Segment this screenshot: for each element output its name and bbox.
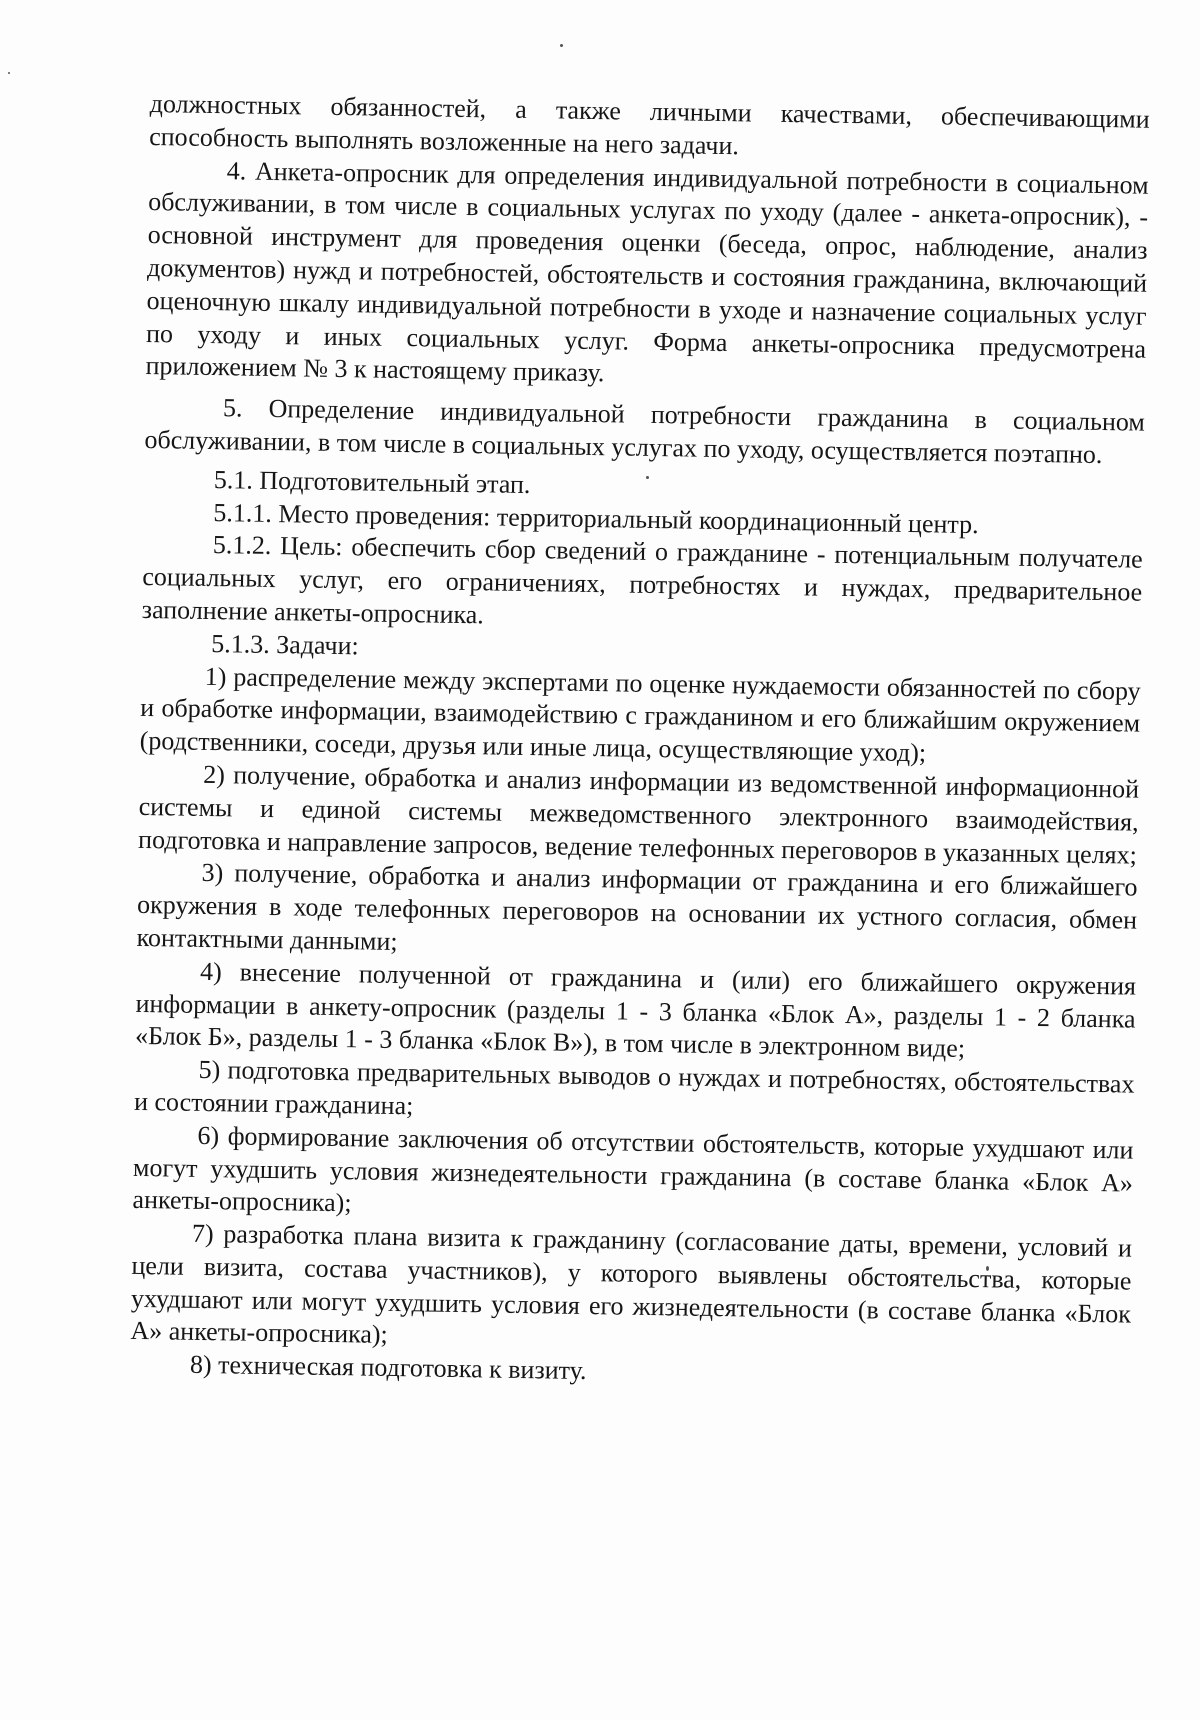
item-5-1: 5.1. Подготовительный этап. (213, 464, 531, 499)
document-body (130, 88, 1150, 1397)
task-8: 8) техническая подготовка к визиту. (189, 1350, 587, 1386)
task-7: 7) разработка плана визита к гражданину (согласование даты, времени, условий и цели визита, состава участников), у которого выявлены обстоятельства, которые ухудшают или могут ухудшить условия его жизнедеятельности (в составе бланка «Блок А» анкеты-опросника); (130, 1218, 1133, 1350)
continuation-text: должностных обязанностей, а также личными качествами, обеспечивающими способность выполнять возложенные на него задачи. (149, 88, 1150, 161)
item-5-1-1: 5.1.1. Место проведения: территориальный координационный центр. (213, 497, 979, 539)
scan-speck (8, 72, 10, 74)
task-1: 1) распределение между экспертами по оценке нуждаемости обязанностей по сбору и обработке информации, взаимодействию с гражданином и его ближайшим окружением (родственники, соседи, друзья или иные лица, осуществляющие уход); (139, 661, 1141, 768)
paragraph-4: 4. Анкета-опросник для определения индивидуальной потребности в социальном обслуживании, в том числе в социальных услугах по уходу (далее - анкета-опросник), - основной инструмент для проведения оценки (беседа, опрос, наблюдение, анализ документов) нужд и потребностей, обстоятельств и состояния гражданина, включающий оценочную шкалу индивидуальной потребности в уходе и назначение социальных услуг по уходу и иных социальных услуг. Форма анкеты-опросника предусмотрена приложением № 3 к настоящему приказу. (145, 155, 1149, 388)
task-6: 6) формирование заключения об отсутствии обстоятельств, которые ухудшают или могут ухудшить условия жизнедеятельности гражданина (в составе бланка «Блок А» анкеты-опросника); (132, 1120, 1134, 1218)
task-4: 4) внесение полученной от гражданина и (или) его ближайшего окружения информации в анкету-опросник (разделы 1 - 3 бланка «Блок А», разделы 1 - 2 бланка «Блок Б», разделы 1 - 3 бланка «Блок В»), в том числе в электронном виде; (134, 956, 1137, 1064)
item-5-1-3: 5.1.3. Задачи: (211, 628, 360, 661)
item-5-1-2: 5.1.2. Цель: обеспечить сбор сведений о гражданине - потенциальным получателе социальных услуг, его ограничениях, потребностях и нуждах, предварительное заполнение анкеты-опросника. (141, 530, 1143, 630)
task-5: 5) подготовка предварительных выводов о нуждах и потребностях, обстоятельствах и состоянии гражданина; (133, 1054, 1135, 1121)
paragraph-5: 5. Определение индивидуальной потребности гражданина в социальном обслуживании, в том числе в социальных услугах по уходу, осуществляется поэтапно. (144, 393, 1146, 469)
task-2: 2) получение, обработка и анализ информации из ведомственной информационной системы и единой системы межведомственного электронного взаимодействия, подготовка и направление запросов, ведение телефонных переговоров в указанных целях; (137, 759, 1140, 870)
scan-speck (560, 44, 563, 47)
task-3: 3) получение, обработка и анализ информации от гражданина и его ближайшего окружения в ходе телефонных переговоров на основании их устного согласия, обмен контактными данными; (136, 858, 1138, 956)
